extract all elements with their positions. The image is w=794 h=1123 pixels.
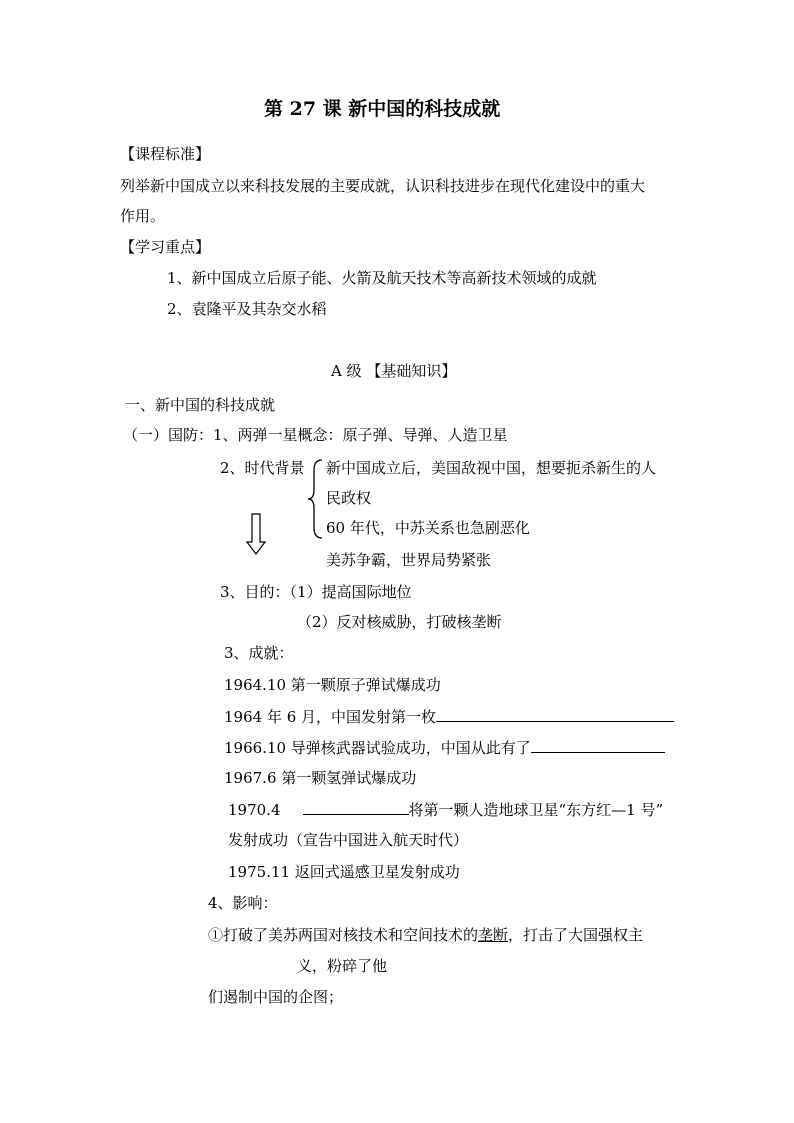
achievement-1964-atomic: 1964.10 第一颗原子弹试爆成功: [224, 676, 441, 694]
section-heading: 一、新中国的科技成就: [125, 396, 276, 414]
achievement-1967: 1967.6 第一颗氢弹试爆成功: [224, 769, 417, 787]
defense-concept: （一）国防：1、两弹一星概念：原子弹、导弹、人造卫星: [123, 426, 508, 444]
impact-label: 4、影响：: [208, 894, 278, 912]
brace-icon: [306, 458, 326, 540]
purpose-label: 3、目的：（1）提高国际地位: [220, 583, 412, 601]
impact-line1-post: ，打击了大国强权主: [508, 926, 644, 944]
background-line3: 60 年代，中苏关系也急剧恶化: [326, 519, 530, 537]
key-point-1: 1、新中国成立后原子能、火箭及航天技术等高新技术领域的成就: [167, 269, 597, 287]
impact-line3: 们遏制中国的企图；: [208, 988, 344, 1006]
purpose-item2: （2）反对核威胁，打破核垄断: [297, 613, 502, 631]
curriculum-text-line2: 作用。: [120, 207, 166, 225]
achievement-1964-missile: [224, 707, 674, 727]
answer-blank[interactable]: [531, 738, 665, 753]
impact-underlined-term: 垄断: [478, 926, 509, 944]
impact-line1-pre: ①打破了美苏两国对核技术和空间技术的: [208, 926, 479, 944]
achievement-1966: [224, 738, 665, 758]
answer-blank[interactable]: [303, 800, 409, 815]
achievement-1970: [228, 800, 663, 820]
achievement-1964-missile-text: 1964 年 6 月，中国发射第一枚: [224, 708, 437, 726]
achievement-1975: 1975.11 返回式遥感卫星发射成功: [228, 863, 460, 881]
achievements-label: 3、成就：: [224, 644, 294, 662]
background-line4: 美苏争霸，世界局势紧张: [326, 551, 492, 569]
achievement-1966-text: 1966.10 导弹核武器试验成功，中国从此有了: [224, 739, 531, 757]
key-point-2: 2、袁隆平及其杂交水稻: [167, 300, 327, 318]
achievement-1970-text: 将第一颗人造地球卫星“东方红—1 号”: [408, 801, 664, 819]
background-label: 2、时代背景: [220, 459, 305, 477]
impact-line1: [208, 925, 643, 945]
answer-blank[interactable]: [436, 707, 674, 722]
background-line2: 民政权: [326, 489, 372, 507]
impact-line2: 义，粉碎了他: [297, 957, 388, 975]
achievement-1970-date: 1970.4: [228, 801, 281, 819]
achievement-1970-line2: 发射成功（宣告中国进入航天时代）: [228, 831, 469, 849]
page-title: 第 27 课 新中国的科技成就: [264, 98, 501, 120]
down-arrow-icon: [245, 512, 267, 556]
background-line1: 新中国成立后，美国敌视中国，想要扼杀新生的人: [326, 459, 657, 477]
curriculum-heading: 【课程标准】: [120, 145, 211, 163]
key-points-heading: 【学习重点】: [120, 238, 211, 256]
level-a-heading: A 级 【基础知识】: [331, 362, 457, 380]
curriculum-text-line1: 列举新中国成立以来科技发展的主要成就，认识科技进步在现代化建设中的重大: [120, 177, 646, 195]
